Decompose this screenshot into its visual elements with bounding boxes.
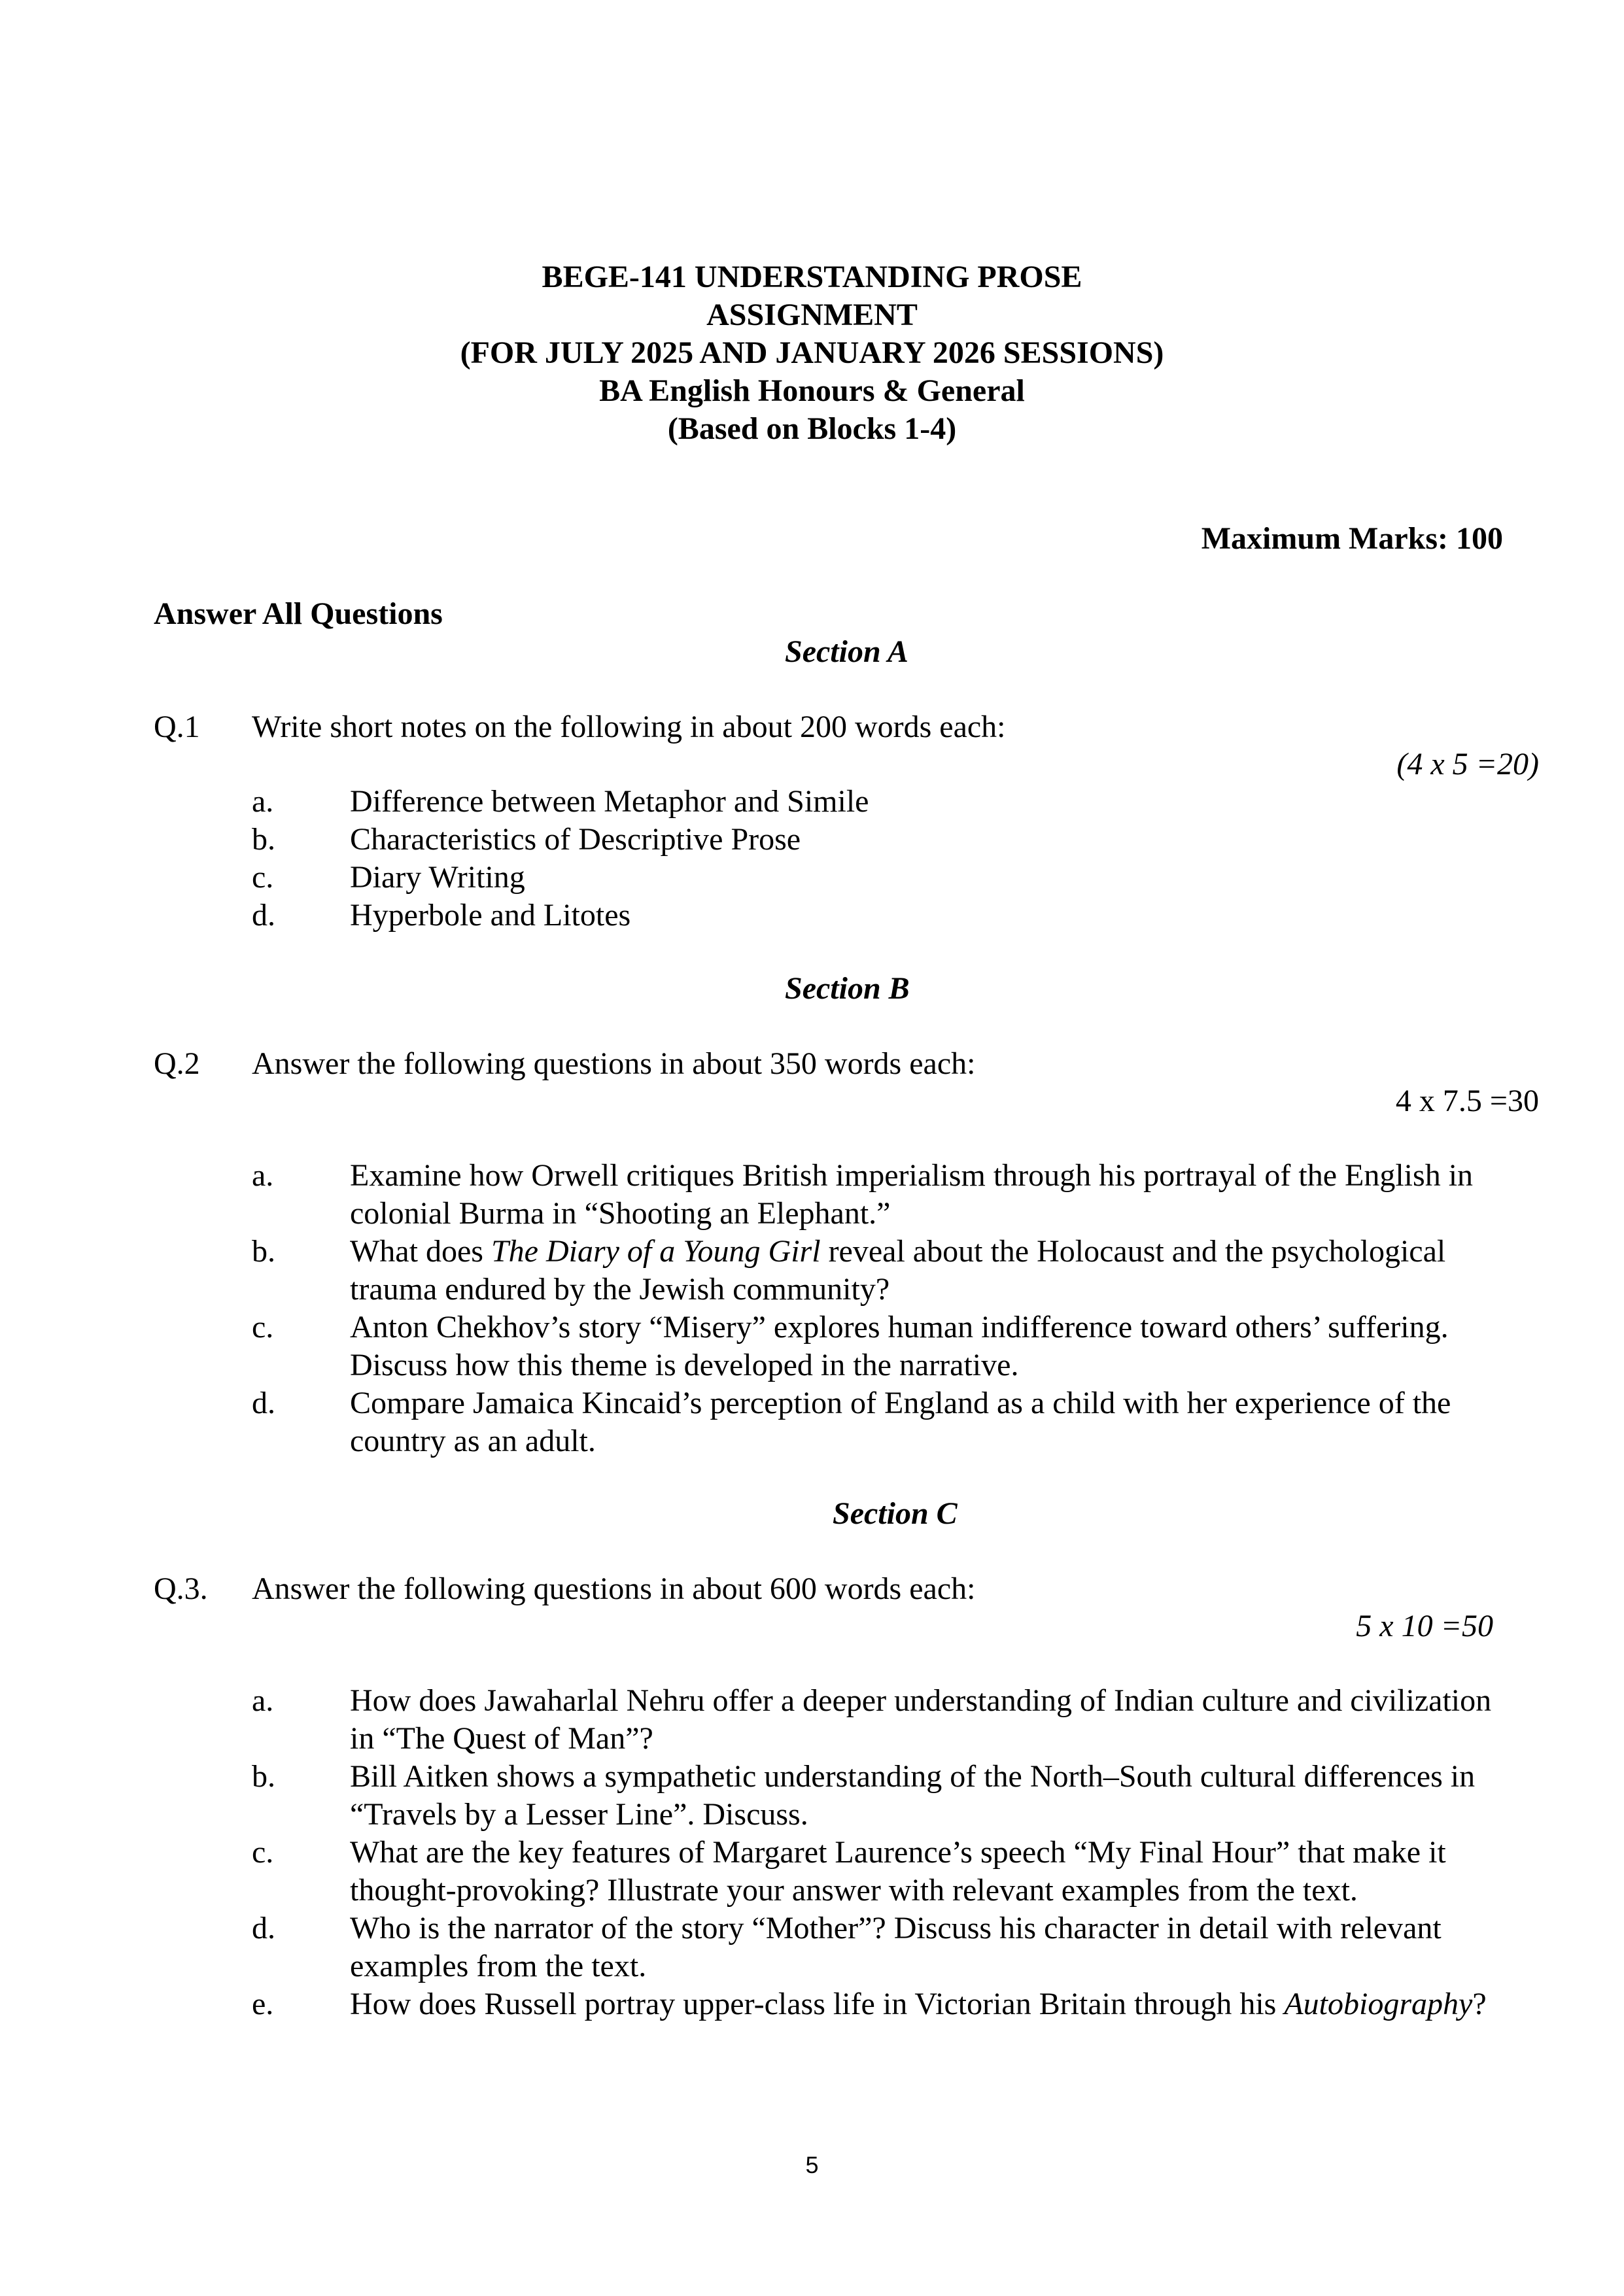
maximum-marks: Maximum Marks: 100	[1201, 521, 1503, 556]
course-title: BEGE-141 UNDERSTANDING PROSE	[542, 260, 1082, 294]
section-b-title: Section B	[785, 971, 910, 1006]
section-a-title: Section A	[785, 634, 908, 669]
session-line: (FOR JULY 2025 AND JANUARY 2026 SESSIONS)	[460, 335, 1164, 370]
page-number: 5	[805, 2151, 819, 2178]
question-3-text: Answer the following questions in about 600 words each:	[252, 1571, 976, 1606]
section-c-title: Section C	[833, 1496, 958, 1531]
document-page: BEGE-141 UNDERSTANDING PROSE ASSIGNMENT (FOR JULY 2025 AND JANUARY 2026 SESSIONS) BA English Honours & General (Based on Blocks 1-4) Maximum Marks: 100 Answer All Questions Section A Q.1 Write short notes on the following in about 200 words each: (4 x 5 =20) a. Difference between Metaphor and Simile b. Characteristics of Descriptive Prose c. Diary Writing d. Hyperbole and Litotes Section B Q.2 Answer the following questions in about 350 words each: 4 x 7.5 =30 a. Examine how Orwell critiques British imperialism through his portrayal of the English in colonial Burma in “Shooting an Elephant.” b. What does The Diary of a Young Girl reveal about the Holocaust and the psychological trauma endured by the Jewish community? c. Anton Chekhov’s story “Misery” explores human indifference toward others’ suffering. Discuss how this theme is developed in the narrative. d. Compare Jamaica Kincaid’s perception of England as a child with her experience of the country as an adult. Section C Q.3. Answer the following questions in about 600 words each: 5 x 10 =50 a. How does Jawaharlal Nehru offer a deeper understanding of Indian culture and civilization in “The Quest of Man”? b. Bill Aitken shows a sympathetic understanding of the North–South cultural differences in “Travels by a Lesser Line”. Discuss. c. What are the key features of Margaret Laurence’s speech “My Final Hour” that make it thought-provoking? Illustrate your answer with relevant examples from the text. d. Who is the narrator of the story “Mother”? Discuss his character in detail with relevant examples from the text. e. How does Russell portray upper-class life in Victorian Britain through his Autobiography? 5	[0, 0, 1624, 2296]
book-title: Autobiography	[1284, 1987, 1473, 2021]
question-3-number: Q.3.	[154, 1571, 208, 1606]
question-2-marks: 4 x 7.5 =30	[1395, 1084, 1539, 1118]
question-2-text: Answer the following questions in about 350 words each:	[252, 1046, 976, 1081]
instruction: Answer All Questions	[154, 596, 443, 631]
blocks-line: (Based on Blocks 1-4)	[667, 411, 957, 446]
question-1-text: Write short notes on the following in about 200 words each:	[252, 710, 1006, 744]
assignment-label: ASSIGNMENT	[706, 298, 918, 332]
document-header	[0, 258, 1624, 448]
question-3-marks: 5 x 10 =50	[1356, 1609, 1493, 1643]
program-line: BA English Honours & General	[599, 373, 1025, 408]
question-1-marks: (4 x 5 =20)	[1396, 747, 1539, 781]
question-2-number: Q.2	[154, 1046, 200, 1081]
book-title: The Diary of a Young Girl	[491, 1234, 821, 1269]
question-1-number: Q.1	[154, 710, 200, 744]
